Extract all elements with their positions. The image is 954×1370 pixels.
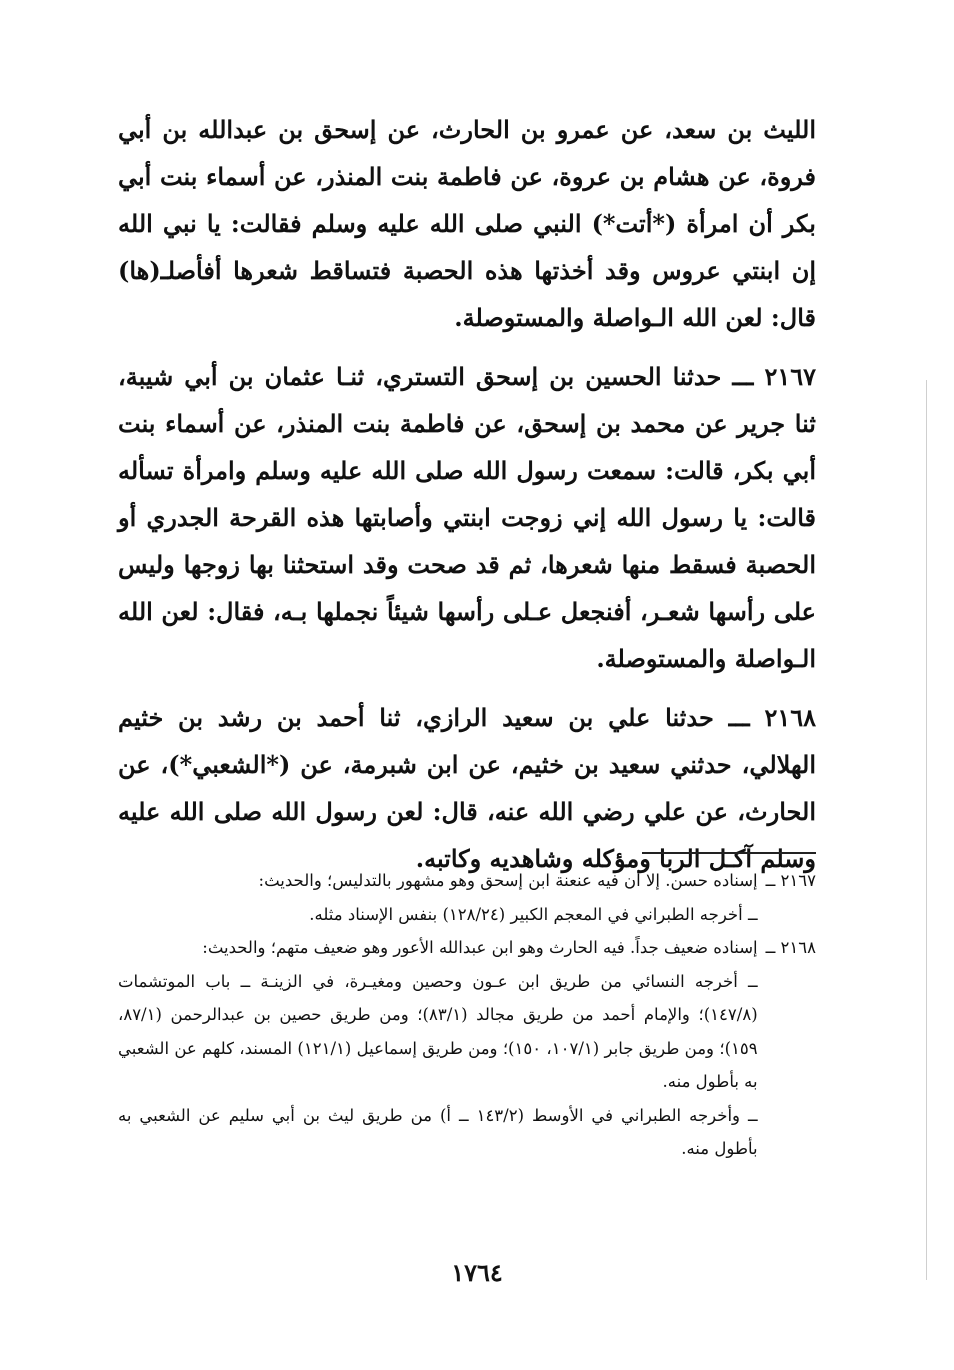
footnote-number: ٢١٦٨ ــ	[765, 938, 816, 957]
hadith-text: حدثنا علي بن سعيد الرازي، ثنا أحمد بن رشد بن خثيم الهلالي، حدثني سعيد بن خثيم، عن ابن شبرمة، عن (*الشعبي*)، عن الحارث، عن علي رضي الله عنه، قال: لعن رسول الله صلى الله عليه وسلم آكـل الربا ومؤكله وشاهديه وكاتبه.	[118, 703, 816, 873]
paragraph-continuation: الليث بن سعد، عن عمرو بن الحارث، عن إسحق بن عبدالله بن أبي فروة، عن هشام بن عروة، عن فاطمة بنت المنذر، عن أسماء بنت أبي بكر أن امرأة (*أتت*) النبي صلى الله عليه وسلم فقالت: يا نبي الله إن ابنتي عروس وقد أخذتها هذه الحصبة فتساقط شعرها أفأصلـ(ها) قال: لعن الله الـواصلة والمستوصلة.	[118, 115, 816, 332]
hadith-number: ٢١٦٨ ـــ	[728, 703, 817, 732]
footnote-line: إسناده ضعيف جداً. فيه الحارث وهو ابن عبدالله الأعور وهو ضعيف متهم؛ والحديث:	[202, 938, 758, 957]
hadith-number: ٢١٦٧ ـــ	[732, 362, 817, 391]
footnote-line: ــ أخرجه النسائي من طريق ابن عـون وحصين ومغيـرة، في الزينـة ــ باب الموتشمات (١٤٧/٨)؛ والإمام أحمد من طريق مجالد (٨٣/١)؛ ومن طريق حصين بن عبدالرحمن (٨٧/١، ١٥٩)؛ ومن طريق جابر (١٠٧/١، ١٥٠)؛ ومن طريق إسماعيل (١٢١/١) المسند، كلهم عن الشعبي به بأطول منه.	[118, 971, 758, 1091]
hadith-2167	[118, 353, 816, 682]
footnote-separator	[642, 852, 816, 854]
page-number: ١٧٦٤	[451, 1258, 503, 1287]
footnotes	[118, 864, 816, 1166]
hadith-text: حدثنا الحسين بن إسحق التستري، ثنـا عثمان بن أبي شيبة، ثنا جرير عن محمد بن إسحق، عن فاطمة بنت المنذر، عن أسماء بنت أبي بكر، قالت: سمعت رسول الله صلى الله عليه وسلم وامرأة تسأله قالت: يا رسول الله إني زوجت ابنتي وأصابتها هذه القرحة الجدري أو الحصبة فسقط منها شعرها، ثم قد صحت وقد استحثنا بها زوجها وليس على رأسها شعـر، أفنجعل عـلى رأسها شيئاً نجملها بـه، فقال: لعن الله الـواصلة والمستوصلة.	[118, 362, 816, 673]
footnote-line: إسناده حسن. إلا أن فيه عنعنة ابن إسحق وهو مشهور بالتدليس؛ والحديث:	[258, 871, 758, 890]
footnote-number: ٢١٦٧ ــ	[765, 871, 816, 890]
footnote-2167	[118, 864, 816, 931]
footnote-line: ــ وأخرجه الطبراني في الأوسط (١٤٣/٢ ــ أ) من طريق ليث بن أبي سليم عن الشعبي به بأطول منه.	[118, 1105, 758, 1158]
page-edge-line	[926, 380, 927, 1280]
footnote-line: ــ أخرجه الطبراني في المعجم الكبير (١٢٨/٢٤) بنفس الإسناد مثله.	[309, 904, 758, 924]
main-text	[118, 106, 816, 894]
footnote-2168	[118, 931, 816, 1166]
